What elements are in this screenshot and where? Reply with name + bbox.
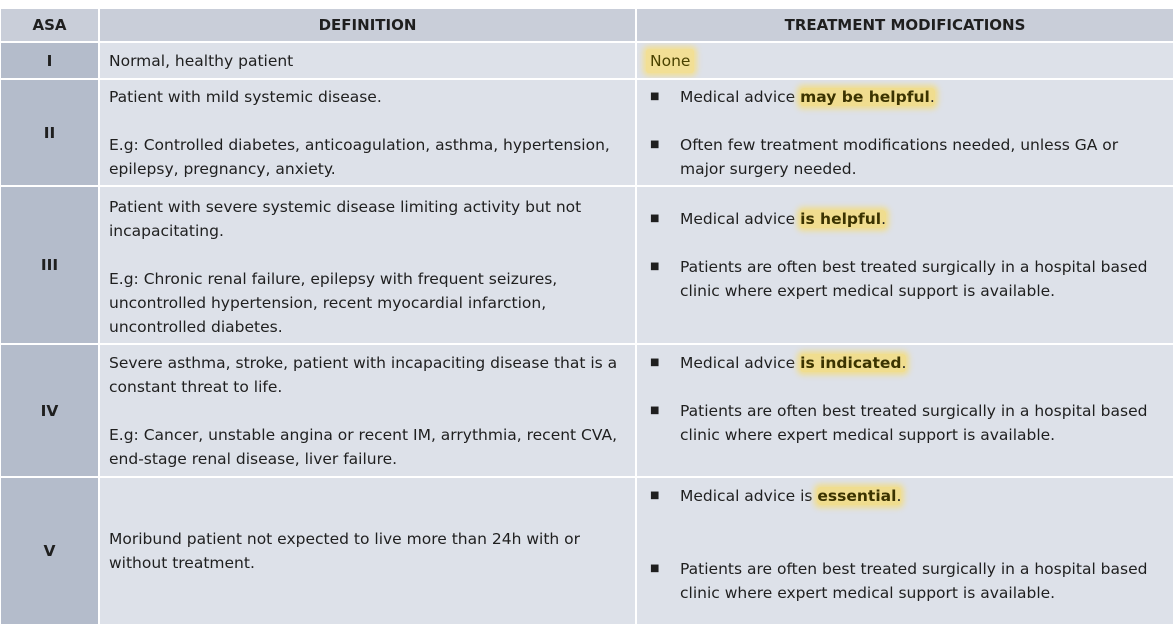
list-item: ■ Patients are often best treated surgically in a hospital based clinic where expert medical support is available. — [646, 255, 1165, 303]
square-bullet-icon: ■ — [650, 91, 660, 102]
table-row — [1, 186, 1174, 344]
square-bullet-icon: ■ — [650, 213, 660, 224]
list-item: ■ Patients are often best treated surgically in a hospital based clinic where expert medical support is available. — [646, 557, 1165, 605]
header-treatment: TREATMENT MODIFICATIONS — [636, 9, 1174, 42]
definition-cell — [99, 42, 636, 79]
square-bullet-icon: ■ — [650, 563, 660, 574]
header-asa: ASA — [1, 9, 99, 42]
definition-text: Patient with mild systemic disease. — [109, 88, 382, 106]
definition-text: Moribund patient not expected to live more than 24h with or without treatment. — [109, 530, 581, 572]
asa-table — [1, 9, 1174, 626]
asa-class: IV — [1, 344, 99, 477]
asa-class: III — [1, 186, 99, 344]
asa-class: II — [1, 79, 99, 186]
list-item: ■ Medical advice is essential. — [646, 484, 1165, 508]
list-item: ■ Medical advice is helpful. — [646, 207, 1165, 231]
treatment-cell — [636, 477, 1174, 625]
treatment-cell — [636, 79, 1174, 186]
square-bullet-icon: ■ — [650, 357, 660, 368]
square-bullet-icon: ■ — [650, 490, 660, 501]
treatment-list — [646, 351, 1165, 447]
table-row — [1, 79, 1174, 186]
table-header-row — [1, 9, 1174, 42]
definition-example: E.g: Controlled diabetes, anticoagulation, asthma, hypertension, epilepsy, pregnancy, anxiety. — [109, 136, 610, 178]
definition-text: Patient with severe systemic disease limiting activity but not incapacitating. — [109, 198, 582, 240]
highlight: may be helpful. — [800, 88, 935, 106]
highlight: is helpful. — [800, 210, 887, 228]
treatment-list — [646, 484, 1165, 605]
treatment-none: None — [646, 49, 694, 73]
highlight: is indicated. — [800, 354, 907, 372]
treatment-cell — [636, 186, 1174, 344]
square-bullet-icon: ■ — [650, 139, 660, 150]
table-row — [1, 344, 1174, 477]
definition-cell — [99, 79, 636, 186]
definition-text: Normal, healthy patient — [109, 51, 294, 70]
definition-text: Severe asthma, stroke, patient with incapaciting disease that is a constant threat to life. — [109, 354, 618, 396]
header-definition: DEFINITION — [99, 9, 636, 42]
square-bullet-icon: ■ — [650, 261, 660, 272]
asa-class: V — [1, 477, 99, 625]
table-row — [1, 42, 1174, 79]
definition-cell — [99, 344, 636, 477]
treatment-list — [646, 207, 1165, 303]
asa-class: I — [1, 42, 99, 79]
list-item: ■ Medical advice may be helpful. — [646, 85, 1165, 109]
list-item: ■ Medical advice is indicated. — [646, 351, 1165, 375]
highlight: essential. — [817, 487, 902, 505]
list-item: ■ Often few treatment modifications needed, unless GA or major surgery needed. — [646, 133, 1165, 181]
definition-cell — [99, 186, 636, 344]
definition-example: E.g: Chronic renal failure, epilepsy with frequent seizures, uncontrolled hypertension, recent myocardial infarction, uncontrolled diabetes. — [109, 270, 558, 336]
treatment-cell — [636, 344, 1174, 477]
definition-example: E.g: Cancer, unstable angina or recent IM, arrythmia, recent CVA, end-stage renal disease, liver failure. — [109, 426, 618, 468]
treatment-list — [646, 85, 1165, 181]
definition-cell — [99, 477, 636, 625]
list-item: ■ Patients are often best treated surgically in a hospital based clinic where expert medical support is available. — [646, 399, 1165, 447]
treatment-cell — [636, 42, 1174, 79]
table-row — [1, 477, 1174, 625]
square-bullet-icon: ■ — [650, 405, 660, 416]
